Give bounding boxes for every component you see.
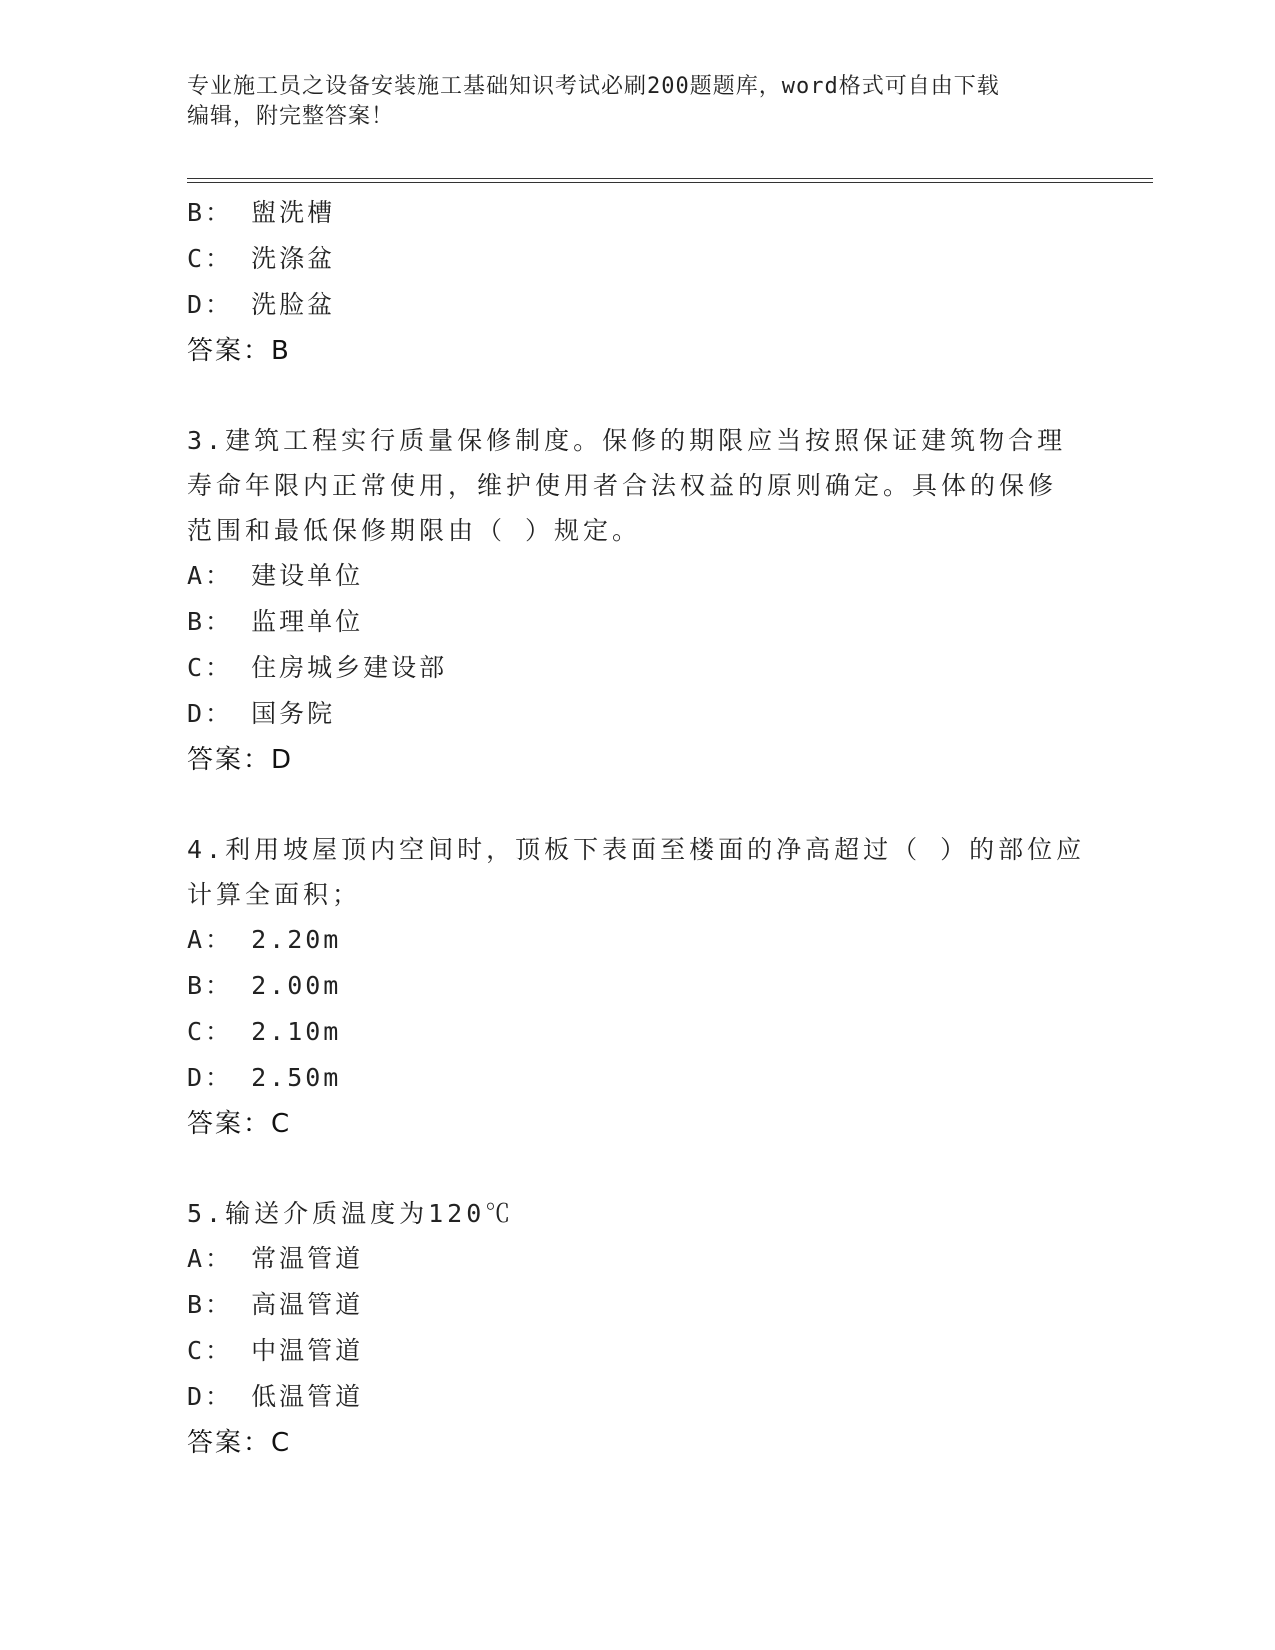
answer-line: 答案：B xyxy=(187,336,291,366)
option-b: B： 高温管道 xyxy=(187,1290,364,1319)
question-4 xyxy=(187,827,1087,1147)
option-d: D： 2.50m xyxy=(187,1063,342,1092)
option-b: B： 盥洗槽 xyxy=(187,198,336,227)
option-d: D： 国务院 xyxy=(187,699,336,728)
spacer xyxy=(187,374,1087,418)
answer-line: 答案：C xyxy=(187,1109,292,1139)
answer-line: 答案：D xyxy=(187,745,294,775)
option-c: C： 中温管道 xyxy=(187,1336,364,1365)
option-a: A： 常温管道 xyxy=(187,1244,364,1273)
header-line-2: 编辑，附完整答案！ xyxy=(187,104,395,129)
question-3 xyxy=(187,418,1087,783)
question-5 xyxy=(187,1191,1087,1466)
question-2-tail xyxy=(187,190,1087,374)
option-c: C： 住房城乡建设部 xyxy=(187,653,448,682)
option-a: A： 2.20m xyxy=(187,925,342,954)
answer-line: 答案：C xyxy=(187,1428,292,1458)
question-text-line: 5.输送介质温度为120℃ xyxy=(187,1199,515,1228)
option-d: D： 洗脸盆 xyxy=(187,290,336,319)
option-c: C： 洗涤盆 xyxy=(187,244,336,273)
option-b: B： 2.00m xyxy=(187,971,342,1000)
option-d: D： 低温管道 xyxy=(187,1382,364,1411)
question-text-line: 计算全面积； xyxy=(187,880,362,909)
option-c: C： 2.10m xyxy=(187,1017,342,1046)
header-line-1: 专业施工员之设备安装施工基础知识考试必刷200题题库，word格式可自由下载 xyxy=(187,74,1000,99)
header-divider-bottom xyxy=(187,182,1153,183)
question-text-line: 范围和最低保修期限由（ ）规定。 xyxy=(187,516,642,545)
spacer xyxy=(187,783,1087,827)
question-text-line: 3.建筑工程实行质量保修制度。保修的期限应当按照保证建筑物合理 xyxy=(187,426,1067,455)
option-a: A： 建设单位 xyxy=(187,561,364,590)
document-header xyxy=(187,72,1067,132)
question-list xyxy=(187,190,1087,1466)
option-b: B： 监理单位 xyxy=(187,607,364,636)
spacer xyxy=(187,1147,1087,1191)
question-text-line: 4.利用坡屋顶内空间时，顶板下表面至楼面的净高超过（ ）的部位应 xyxy=(187,835,1086,864)
header-divider-top xyxy=(187,178,1153,179)
question-text-line: 寿命年限内正常使用，维护使用者合法权益的原则确定。具体的保修 xyxy=(187,471,1058,500)
